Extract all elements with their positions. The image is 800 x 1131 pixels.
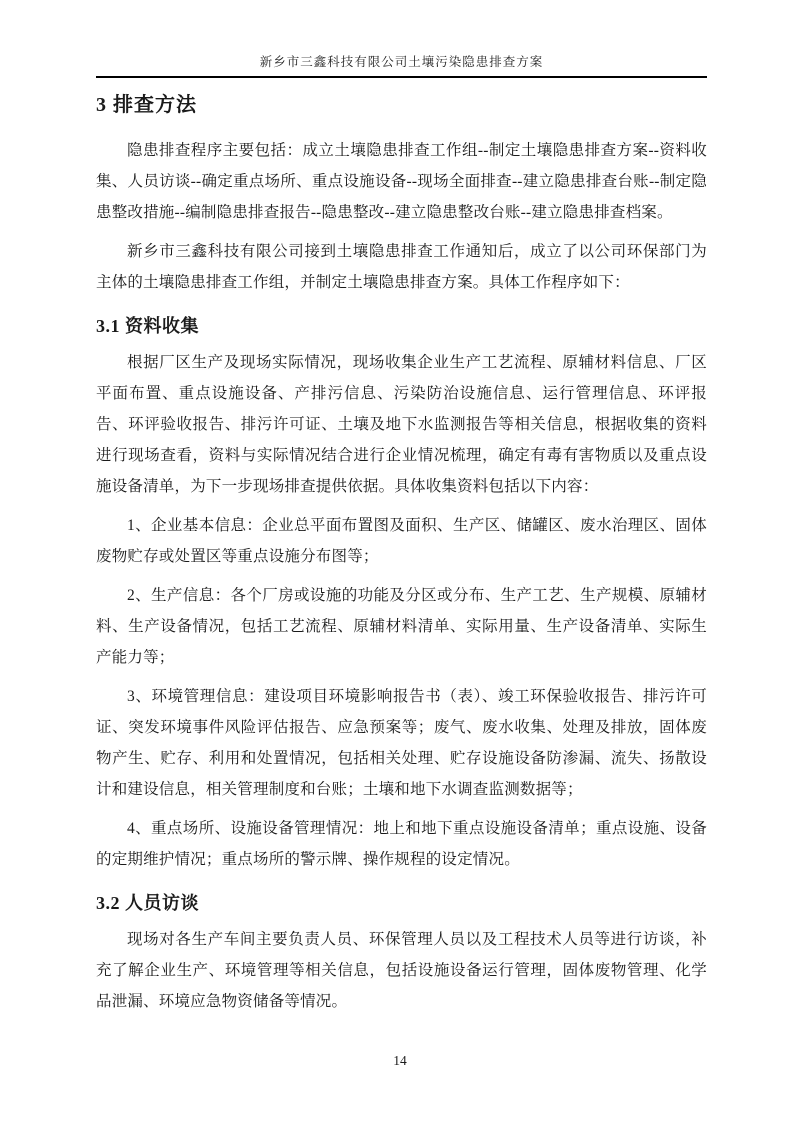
list-item-2-production-info: 2、生产信息：各个厂房或设施的功能及分区或分布、生产工艺、生产规模、原辅材料、生产设备情况，包括工艺流程、原辅材料清单、实际用量、生产设备清单、实际生产能力等；	[96, 587, 707, 666]
section-heading-3-2: 3.2 人员访谈	[96, 893, 199, 913]
page-number: 14	[393, 1053, 407, 1068]
paragraph-workgroup-setup: 新乡市三鑫科技有限公司接到土壤隐患排查工作通知后，成立了以公司环保部门为主体的土壤隐患排查工作组，并制定土壤隐患排查方案。具体工作程序如下：	[96, 243, 707, 291]
list-item-3-environment-management-info: 3、环境管理信息：建设项目环境影响报告书（表）、竣工环保验收报告、排污许可证、突发环境事件风险评估报告、应急预案等；废气、废水收集、处理及排放，固体废物产生、贮存、利用和处置情况，包括相关处理、贮存设施设备防渗漏、流失、扬散设计和建设信息，相关管理制度和台账；土壤和地下水调查监测数据等；	[96, 688, 707, 798]
page-header	[96, 52, 707, 78]
paragraph-data-collection-overview: 根据厂区生产及现场实际情况，现场收集企业生产工艺流程、原辅材料信息、厂区平面布置、重点设施设备、产排污信息、污染防治设施信息、运行管理信息、环评报告、环评验收报告、排污许可证、土壤及地下水监测报告等相关信息，根据收集的资料进行现场查看，资料与实际情况结合进行企业情况梳理，确定有毒有害物质以及重点设施设备清单，为下一步现场排查提供依据。具体收集资料包括以下内容：	[96, 354, 707, 495]
paragraph-inspection-procedure: 隐患排查程序主要包括：成立土壤隐患排查工作组--制定土壤隐患排查方案--资料收集、人员访谈--确定重点场所、重点设施设备--现场全面排查--建立隐患排查台账--制定隐患整改措施--编制隐患排查报告--隐患整改--建立隐患整改台账--建立隐患排查档案。	[96, 142, 707, 221]
section-heading-3-1: 3.1 资料收集	[96, 316, 199, 336]
list-item-1-basic-info: 1、企业基本信息：企业总平面布置图及面积、生产区、储罐区、废水治理区、固体废物贮存或处置区等重点设施分布图等；	[96, 517, 707, 565]
list-item-4-key-sites-equipment: 4、重点场所、设施设备管理情况：地上和地下重点设施设备清单；重点设施、设备的定期维护情况；重点场所的警示牌、操作规程的设定情况。	[96, 820, 707, 868]
chapter-heading-3: 3 排查方法	[96, 94, 197, 116]
header-title: 新乡市三鑫科技有限公司土壤污染隐患排查方案	[259, 55, 544, 69]
paragraph-personnel-interview: 现场对各生产车间主要负责人员、环保管理人员以及工程技术人员等进行访谈，补充了解企业生产、环境管理等相关信息，包括设施设备运行管理，固体废物管理、化学品泄漏、环境应急物资储备等情况。	[96, 931, 707, 1010]
